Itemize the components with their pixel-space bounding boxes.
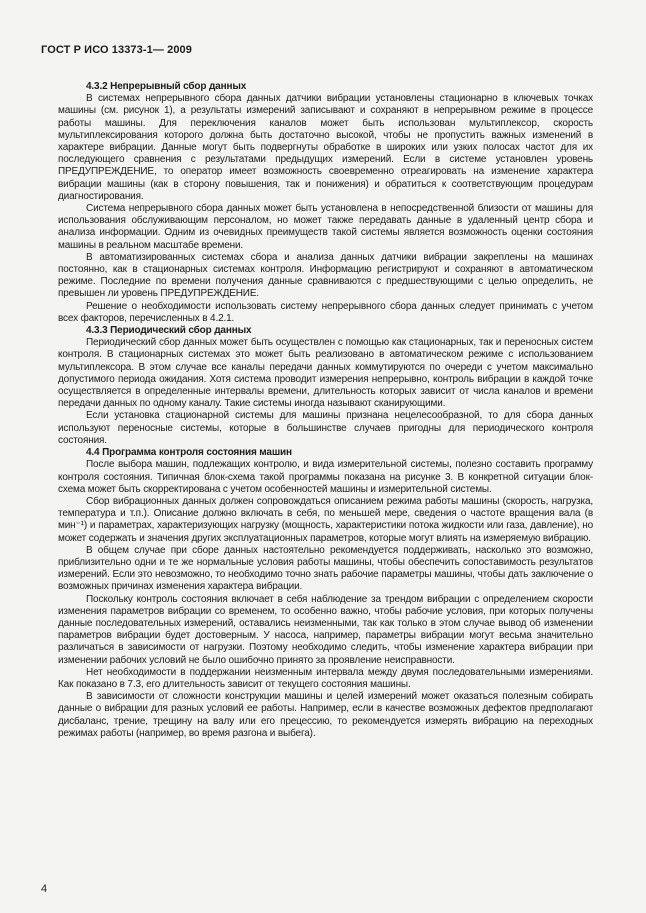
document-body [58,81,593,740]
paragraph: В зависимости от сложности конструкции машины и целей измерений может оказаться полезным собирать данные о вибрации для разных условий ее работы. Например, если в качестве возможных дефектов предполагают дисбаланс, трение, трещину на валу или его прецессию, то рекомендуется измерять вибрацию на переходных режимах работы (например, во время разгона и выбега). [58,691,593,739]
paragraph: После выбора машин, подлежащих контролю, и вида измерительной системы, полезно составить программу контроля состояния. Типичная блок-схема такой программы показана на рисунке 3. В конкретной ситуации блок-схема может быть скорректирована с учетом особенностей машины и измерительной системы. [58,459,593,495]
document-header: ГОСТ Р ИСО 13373-1— 2009 [41,44,192,56]
paragraph: Поскольку контроль состояния включает в себя наблюдение за трендом вибрации с определением скорости изменения параметров вибрации со временем, то особенно важно, чтобы рабочие условия, при которых получены данные последовательных измерений, оставались неизменными, так как только в этом случае вывод об изменении параметров вибрации будет достоверным. У насоса, например, параметры вибрации могут весьма значительно различаться в зависимости от нагрузки. Поэтому необходимо следить, чтобы изменение характера вибрации при изменении рабочих условий не было ошибочно принято за проявление неисправности. [58,593,593,666]
paragraph: В автоматизированных системах сбора и анализа данных датчики вибрации закреплены на машинах постоянно, как в стационарных системах контроля. Информацию регистрируют и сохраняют в автоматическом режиме. Последние по времени получения данные сравниваются с предшествующими с целью определить, не превышен ли уровень ПРЕДУПРЕЖДЕНИЕ. [58,251,593,300]
page-number: 4 [41,883,48,895]
section-heading: 4.3.3 Периодический сбор данных [86,325,252,337]
paragraph: В общем случае при сборе данных настоятельно рекомендуется поддерживать, насколько это возможно, приблизительно одни и те же нормальные условия работы машины, чтобы обеспечить сопоставимость результатов измерений. Если это невозможно, то необходимо точно знать рабочие параметры машины, чтобы дать заключение о возможных причинах изменения характера вибрации. [58,544,593,593]
section-heading: 4.3.2 Непрерывный сбор данных [86,81,247,92]
paragraph: Решение о необходимости использовать систему непрерывного сбора данных следует принимать с учетом всех факторов, перечисленных в 4.2.1. [58,300,593,324]
paragraph: Система непрерывного сбора данных может быть установлена в непосредственной близости от машины для использования обслуживающим персоналом, но может также передавать данные в удаленный центр сбора и анализа информации. Одним из очевидных преимуществ такой системы является возможность оценки состояния машины в реальном масштабе времени. [58,203,593,251]
paragraph: В системах непрерывного сбора данных датчики вибрации установлены стационарно в ключевых точках машины (см. рисунок 1), а результаты измерений записывают и сохраняют в непрерывном режиме в процессе работы машины. Для переключения каналов может быть использован мультиплексор, скорость мультиплексирования которого должна быть достаточно высокой, чтобы не пропустить важных изменений в характере вибрации. Данные могут быть подвергнуты обработке в широких или узких полосах частот для их последующего сравнения с результатами предыдущих измерений. Если в системе установлен уровень ПРЕДУПРЕЖДЕНИЕ, то оператор имеет возможность своевременно отреагировать на изменение характера вибрации машины (как в сторону повышения, так и понижения) и обратиться к соответствующим процедурам диагностирования. [58,93,593,202]
paragraph: Периодический сбор данных может быть осуществлен с помощью как стационарных, так и переносных систем контроля. В стационарных системах это может быть реализовано в автоматическом режиме с использованием мультиплексора. В этом случае все каналы передачи данных коммутируются по очереди с учетом максимально допустимого периода ожидания. Хотя система проводит измерения непрерывно, контроль вибрации в каждой точке осуществляется в определенные интервалы времени, длительность которых зависит от числа каналов и времени передачи данных по одному каналу. Такие системы иногда называют сканирующими. [58,337,593,410]
section-heading: 4.4 Программа контроля состояния машин [86,447,292,459]
paragraph: Сбор вибрационных данных должен сопровождаться описанием режима работы машины (скорость, нагрузка, температура и т.п.). Описание должно включать в себя, по меньшей мере, сведения о частоте вращения вала (в мин⁻¹) и параметрах, характеризующих нагрузку (мощность, характеристики потока жидкости или газа, давление), но может содержать и значения других эксплуатационных параметров, которые могут влиять на измеряемую вибрацию. [58,495,593,544]
paragraph: Нет необходимости в поддержании неизменным интервала между двумя последовательными измерениями. Как показано в 7.3, его длительность зависит от текущего состояния машины. [58,666,593,690]
paragraph: Если установка стационарной системы для машины признана нецелесообразной, то для сбора данных используют переносные системы, которые в большинстве случаев пригодны для периодического контроля состояния. [58,410,593,446]
